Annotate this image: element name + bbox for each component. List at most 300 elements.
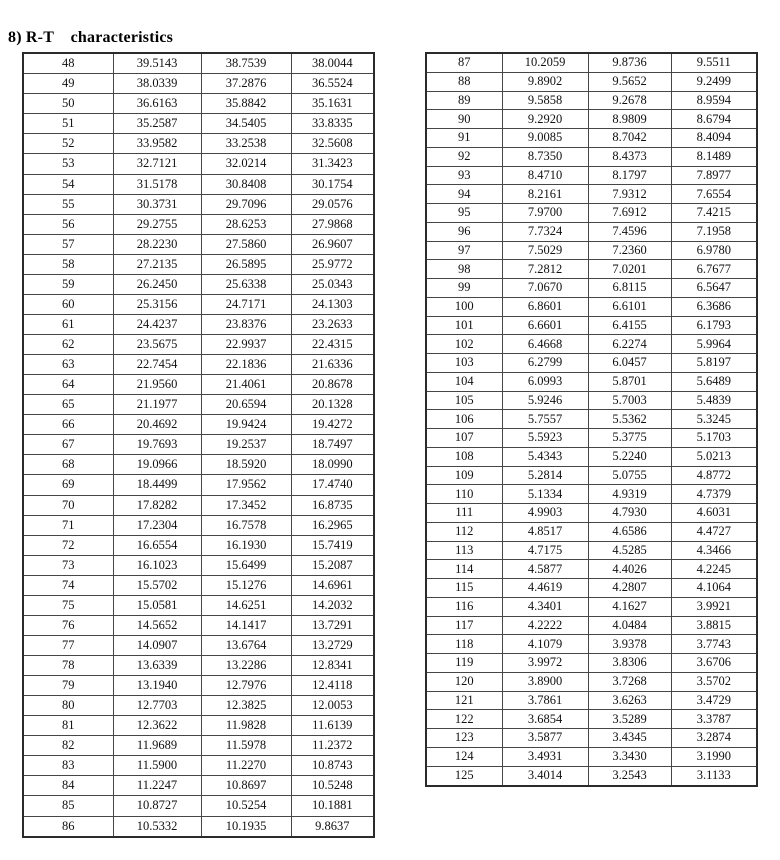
temperature-cell: 106 [426,410,502,429]
resistance-cell: 13.2729 [291,635,374,655]
table-row [23,575,374,595]
resistance-cell: 8.1489 [671,147,757,166]
table-row [426,579,757,598]
table-row [426,485,757,504]
resistance-cell: 8.7350 [502,147,588,166]
resistance-cell: 7.2360 [588,241,671,260]
table-row [426,297,757,316]
resistance-cell: 18.7497 [291,435,374,455]
temperature-cell: 121 [426,691,502,710]
resistance-cell: 5.5923 [502,429,588,448]
temperature-cell: 68 [23,455,113,475]
resistance-cell: 4.4727 [671,522,757,541]
resistance-cell: 7.4215 [671,204,757,223]
resistance-cell: 7.1958 [671,222,757,241]
temperature-cell: 116 [426,597,502,616]
resistance-cell: 4.2222 [502,616,588,635]
resistance-cell: 5.9246 [502,391,588,410]
resistance-cell: 16.6554 [113,535,201,555]
resistance-cell: 17.9562 [201,475,291,495]
temperature-cell: 113 [426,541,502,560]
resistance-cell: 4.6586 [588,522,671,541]
resistance-cell: 3.6854 [502,710,588,729]
resistance-cell: 3.1133 [671,766,757,786]
table-row [426,335,757,354]
table-row [23,515,374,535]
temperature-cell: 71 [23,515,113,535]
resistance-cell: 13.6764 [201,635,291,655]
resistance-cell: 26.9607 [291,234,374,254]
table-row [23,816,374,837]
resistance-cell: 35.2587 [113,114,201,134]
resistance-cell: 34.5405 [201,114,291,134]
resistance-cell: 12.4118 [291,676,374,696]
table-row [426,616,757,635]
table-row [23,53,374,74]
table-row [426,241,757,260]
resistance-cell: 5.9964 [671,335,757,354]
resistance-cell: 9.5858 [502,91,588,110]
resistance-cell: 5.1334 [502,485,588,504]
resistance-cell: 17.8282 [113,495,201,515]
resistance-cell: 16.2965 [291,515,374,535]
resistance-cell: 12.8341 [291,656,374,676]
resistance-cell: 4.2807 [588,579,671,598]
resistance-cell: 15.2087 [291,555,374,575]
resistance-cell: 8.9809 [588,110,671,129]
table-row [23,335,374,355]
resistance-cell: 24.1303 [291,294,374,314]
table-row [23,535,374,555]
temperature-cell: 81 [23,716,113,736]
page-title: 8) R-T characteristics [8,29,174,46]
resistance-cell: 8.4373 [588,147,671,166]
temperature-cell: 90 [426,110,502,129]
resistance-cell: 7.0201 [588,260,671,279]
resistance-cell: 10.1881 [291,796,374,816]
temperature-cell: 75 [23,595,113,615]
resistance-cell: 17.3452 [201,495,291,515]
resistance-cell: 3.4345 [588,729,671,748]
table-row [23,635,374,655]
resistance-cell: 7.6912 [588,204,671,223]
temperature-cell: 91 [426,129,502,148]
resistance-cell: 10.5332 [113,816,201,837]
resistance-cell: 38.0044 [291,53,374,74]
resistance-cell: 30.8408 [201,174,291,194]
table-row [426,560,757,579]
temperature-cell: 120 [426,672,502,691]
table-row [23,274,374,294]
temperature-cell: 53 [23,154,113,174]
resistance-cell: 20.6594 [201,395,291,415]
temperature-cell: 105 [426,391,502,410]
table-row [426,429,757,448]
temperature-cell: 84 [23,776,113,796]
resistance-cell: 3.2874 [671,729,757,748]
table-row [23,234,374,254]
resistance-cell: 29.2755 [113,214,201,234]
temperature-cell: 55 [23,194,113,214]
table-row [426,204,757,223]
rt-characteristics-table-left [22,52,375,838]
resistance-cell: 9.0085 [502,129,588,148]
resistance-cell: 32.0214 [201,154,291,174]
table-row [23,254,374,274]
resistance-cell: 36.5524 [291,74,374,94]
resistance-cell: 9.2499 [671,72,757,91]
table-row [426,635,757,654]
temperature-cell: 96 [426,222,502,241]
table-row [426,279,757,298]
table-row [426,504,757,523]
table-row [426,710,757,729]
temperature-cell: 89 [426,91,502,110]
temperature-cell: 93 [426,166,502,185]
resistance-cell: 9.2678 [588,91,671,110]
resistance-cell: 8.4710 [502,166,588,185]
temperature-cell: 102 [426,335,502,354]
table-row [426,729,757,748]
resistance-cell: 17.4740 [291,475,374,495]
table-row [426,72,757,91]
resistance-cell: 29.7096 [201,194,291,214]
resistance-cell: 35.8842 [201,94,291,114]
resistance-cell: 5.2240 [588,447,671,466]
temperature-cell: 111 [426,504,502,523]
resistance-cell: 15.6499 [201,555,291,575]
resistance-cell: 12.0053 [291,696,374,716]
resistance-cell: 6.0993 [502,372,588,391]
resistance-cell: 14.5652 [113,615,201,635]
table-row [426,597,757,616]
table-row [426,166,757,185]
table-row [23,595,374,615]
resistance-cell: 20.1328 [291,395,374,415]
table-row [23,395,374,415]
resistance-cell: 3.3430 [588,747,671,766]
resistance-cell: 3.6263 [588,691,671,710]
table-row [23,676,374,696]
resistance-cell: 6.6101 [588,297,671,316]
resistance-cell: 10.8727 [113,796,201,816]
resistance-cell: 19.9424 [201,415,291,435]
table-row [23,154,374,174]
table-row [23,134,374,154]
resistance-cell: 8.2161 [502,185,588,204]
resistance-cell: 3.8900 [502,672,588,691]
temperature-cell: 67 [23,435,113,455]
resistance-cell: 3.6706 [671,654,757,673]
table-row [23,94,374,114]
temperature-cell: 83 [23,756,113,776]
resistance-cell: 39.5143 [113,53,201,74]
table-row [426,447,757,466]
temperature-cell: 107 [426,429,502,448]
table-row [426,222,757,241]
resistance-cell: 4.1064 [671,579,757,598]
resistance-cell: 21.9560 [113,375,201,395]
resistance-cell: 17.2304 [113,515,201,535]
resistance-cell: 38.0339 [113,74,201,94]
temperature-cell: 109 [426,466,502,485]
resistance-cell: 8.9594 [671,91,757,110]
resistance-cell: 8.4094 [671,129,757,148]
resistance-cell: 4.4619 [502,579,588,598]
resistance-cell: 15.5702 [113,575,201,595]
resistance-cell: 23.8376 [201,314,291,334]
resistance-cell: 4.8517 [502,522,588,541]
temperature-cell: 65 [23,395,113,415]
table-row [23,716,374,736]
resistance-cell: 35.1631 [291,94,374,114]
temperature-cell: 79 [23,676,113,696]
temperature-cell: 73 [23,555,113,575]
resistance-cell: 16.7578 [201,515,291,535]
resistance-cell: 5.7557 [502,410,588,429]
table-row [426,522,757,541]
resistance-cell: 27.9868 [291,214,374,234]
resistance-cell: 7.4596 [588,222,671,241]
resistance-cell: 7.9700 [502,204,588,223]
temperature-cell: 49 [23,74,113,94]
resistance-cell: 14.1417 [201,615,291,635]
table-row [23,615,374,635]
table-row [23,214,374,234]
resistance-cell: 11.2372 [291,736,374,756]
temperature-cell: 78 [23,656,113,676]
resistance-cell: 5.8701 [588,372,671,391]
temperature-cell: 100 [426,297,502,316]
resistance-cell: 21.6336 [291,355,374,375]
table-row [426,672,757,691]
resistance-cell: 3.4931 [502,747,588,766]
resistance-cell: 16.1023 [113,555,201,575]
resistance-cell: 25.6338 [201,274,291,294]
temperature-cell: 117 [426,616,502,635]
temperature-cell: 80 [23,696,113,716]
table-row [23,114,374,134]
resistance-cell: 4.7930 [588,504,671,523]
temperature-cell: 108 [426,447,502,466]
resistance-cell: 6.1793 [671,316,757,335]
resistance-cell: 15.7419 [291,535,374,555]
resistance-cell: 10.8743 [291,756,374,776]
temperature-cell: 110 [426,485,502,504]
table-row [426,766,757,786]
temperature-cell: 64 [23,375,113,395]
resistance-cell: 11.6139 [291,716,374,736]
resistance-cell: 4.1627 [588,597,671,616]
temperature-cell: 85 [23,796,113,816]
table-row [426,147,757,166]
resistance-cell: 3.1990 [671,747,757,766]
resistance-cell: 10.2059 [502,53,588,72]
resistance-cell: 14.0907 [113,635,201,655]
table-row [426,260,757,279]
table-row [426,372,757,391]
table-row [23,756,374,776]
table-row [426,316,757,335]
resistance-cell: 18.5920 [201,455,291,475]
resistance-cell: 13.2286 [201,656,291,676]
resistance-cell: 22.7454 [113,355,201,375]
temperature-cell: 48 [23,53,113,74]
resistance-cell: 3.9378 [588,635,671,654]
temperature-cell: 69 [23,475,113,495]
table-row [426,410,757,429]
table-row [23,355,374,375]
resistance-cell: 4.8772 [671,466,757,485]
temperature-cell: 119 [426,654,502,673]
resistance-cell: 20.4692 [113,415,201,435]
resistance-cell: 4.0484 [588,616,671,635]
temperature-cell: 88 [426,72,502,91]
resistance-cell: 32.7121 [113,154,201,174]
resistance-cell: 3.9972 [502,654,588,673]
resistance-cell: 5.1703 [671,429,757,448]
temperature-cell: 54 [23,174,113,194]
temperature-cell: 103 [426,354,502,373]
resistance-cell: 26.5895 [201,254,291,274]
resistance-cell: 9.8902 [502,72,588,91]
table-row [23,194,374,214]
resistance-cell: 7.7324 [502,222,588,241]
resistance-cell: 22.1836 [201,355,291,375]
resistance-cell: 6.0457 [588,354,671,373]
resistance-cell: 12.7976 [201,676,291,696]
resistance-cell: 13.7291 [291,615,374,635]
resistance-cell: 21.4061 [201,375,291,395]
table-row [23,696,374,716]
resistance-cell: 4.9903 [502,504,588,523]
resistance-cell: 4.4026 [588,560,671,579]
temperature-cell: 51 [23,114,113,134]
table-row [426,747,757,766]
resistance-cell: 23.5675 [113,335,201,355]
resistance-cell: 5.2814 [502,466,588,485]
resistance-cell: 10.8697 [201,776,291,796]
resistance-cell: 33.8335 [291,114,374,134]
resistance-cell: 13.1940 [113,676,201,696]
resistance-cell: 4.6031 [671,504,757,523]
resistance-cell: 31.3423 [291,154,374,174]
table-row [23,776,374,796]
resistance-cell: 3.8306 [588,654,671,673]
temperature-cell: 101 [426,316,502,335]
temperature-cell: 104 [426,372,502,391]
resistance-cell: 12.7703 [113,696,201,716]
resistance-cell: 16.8735 [291,495,374,515]
resistance-cell: 4.1079 [502,635,588,654]
temperature-cell: 86 [23,816,113,837]
temperature-cell: 74 [23,575,113,595]
resistance-cell: 25.0343 [291,274,374,294]
resistance-cell: 27.5860 [201,234,291,254]
temperature-cell: 58 [23,254,113,274]
resistance-cell: 3.4729 [671,691,757,710]
table-row [23,74,374,94]
temperature-cell: 112 [426,522,502,541]
resistance-cell: 11.2270 [201,756,291,776]
resistance-cell: 10.5248 [291,776,374,796]
temperature-cell: 56 [23,214,113,234]
temperature-cell: 124 [426,747,502,766]
temperature-cell: 92 [426,147,502,166]
table-row [23,475,374,495]
resistance-cell: 6.8601 [502,297,588,316]
temperature-cell: 97 [426,241,502,260]
resistance-cell: 32.5608 [291,134,374,154]
temperature-cell: 87 [426,53,502,72]
temperature-cell: 52 [23,134,113,154]
resistance-cell: 28.2230 [113,234,201,254]
resistance-cell: 15.0581 [113,595,201,615]
resistance-cell: 36.6163 [113,94,201,114]
table-row [426,91,757,110]
resistance-cell: 6.8115 [588,279,671,298]
resistance-cell: 9.8736 [588,53,671,72]
resistance-cell: 14.6961 [291,575,374,595]
resistance-cell: 3.7743 [671,635,757,654]
resistance-cell: 6.2799 [502,354,588,373]
resistance-cell: 37.2876 [201,74,291,94]
temperature-cell: 125 [426,766,502,786]
resistance-cell: 12.3825 [201,696,291,716]
resistance-cell: 4.3466 [671,541,757,560]
table-row [23,415,374,435]
table-row [23,455,374,475]
resistance-cell: 19.0966 [113,455,201,475]
temperature-cell: 59 [23,274,113,294]
resistance-cell: 11.9689 [113,736,201,756]
resistance-cell: 20.8678 [291,375,374,395]
table-row [426,185,757,204]
resistance-cell: 14.2032 [291,595,374,615]
table-row [426,654,757,673]
resistance-cell: 3.2543 [588,766,671,786]
resistance-cell: 33.9582 [113,134,201,154]
temperature-cell: 118 [426,635,502,654]
resistance-cell: 30.1754 [291,174,374,194]
table-row [23,174,374,194]
resistance-cell: 3.7861 [502,691,588,710]
table-row [23,555,374,575]
temperature-cell: 82 [23,736,113,756]
resistance-cell: 7.6554 [671,185,757,204]
resistance-cell: 14.6251 [201,595,291,615]
table-row [426,129,757,148]
resistance-cell: 3.3787 [671,710,757,729]
resistance-cell: 4.7175 [502,541,588,560]
resistance-cell: 10.1935 [201,816,291,837]
temperature-cell: 50 [23,94,113,114]
resistance-cell: 6.5647 [671,279,757,298]
resistance-cell: 5.4839 [671,391,757,410]
table-row [426,354,757,373]
resistance-cell: 7.5029 [502,241,588,260]
resistance-cell: 6.4155 [588,316,671,335]
temperature-cell: 95 [426,204,502,223]
temperature-cell: 122 [426,710,502,729]
resistance-cell: 5.8197 [671,354,757,373]
table-row [426,53,757,72]
table-row [23,294,374,314]
resistance-cell: 3.7268 [588,672,671,691]
resistance-cell: 29.0576 [291,194,374,214]
table-row [23,314,374,334]
resistance-cell: 9.5511 [671,53,757,72]
